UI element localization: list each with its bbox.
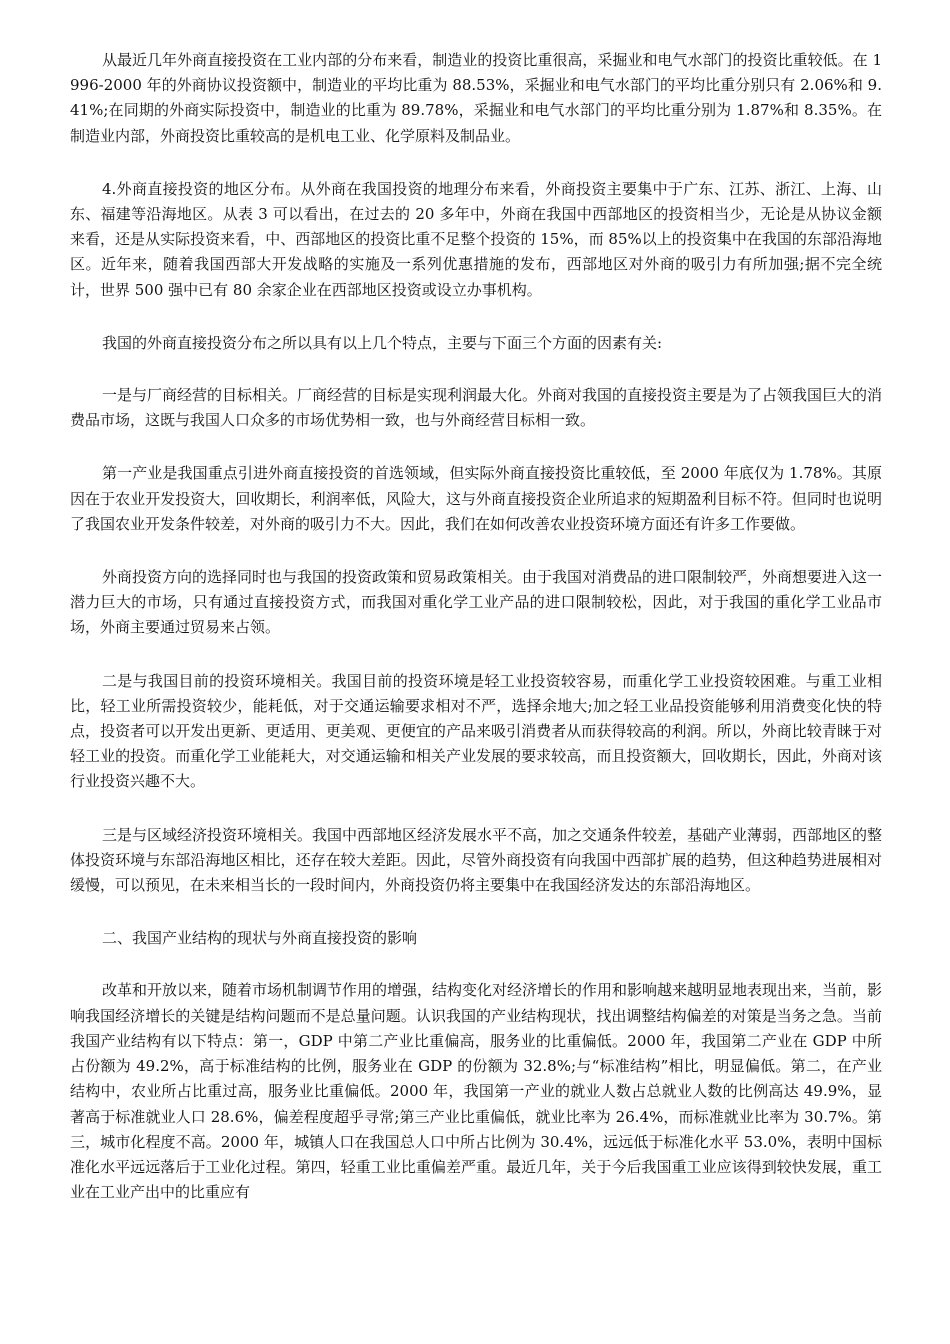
paragraph-primary-industry: 第一产业是我国重点引进外商直接投资的首选领域，但实际外商直接投资比重较低，至 2000 年底仅为 1.78%。其原因在于农业开发投资大，回收期长，利润率低，风险大，这与外商直接投资企业所追求的短期盈利目标不符。但同时也说明了我国农业开发条件较差，对外商的吸引力不大。因此，我们在如何改善农业投资环境方面还有许多工作要做。 [70,464,882,533]
paragraph-industrial-structure: 改革和开放以来，随着市场机制调节作用的增强，结构变化对经济增长的作用和影响越来越明显地表现出来，当前，影响我国经济增长的关键是结构问题而不是总量问题。认识我国的产业结构现状，找出调整结构偏差的对策是当务之急。当前我国产业结构有以下特点：第一，GDP 中第二产业比重偏高，服务业的比重偏低。2000 年，我国第二产业在 GDP 中所占份额为 49.2%，高于标准结构的比例，服务业在 GDP 的份额为 32.8%;与“标准结构”相比，明显偏低。第二，在产业结构中，农业所占比重过高，服务业比重偏低。2000 年，我国第一产业的就业人数占总就业人数的比例高达 49.9%，显著高于标准就业人口 28.6%，偏差程度超乎寻常;第三产业比重偏低，就业比率为 26.4%，而标准就业比率为 30.7%。第三，城市化程度不高。2000 年，城镇人口在我国总人口中所占比例为 30.4%，远远低于标准化水平 53.0%，表明中国标准化水平远远落后于工业化过程。第四，轻重工业比重偏差严重。最近几年，关于今后我国重工业应该得到较快发展，重工业在工业产出中的比重应有 [70,981,883,1202]
section-heading: 二、我国产业结构的现状与外商直接投资的影响 [102,929,418,948]
paragraph-manufacturing-share: 从最近几年外商直接投资在工业内部的分布来看，制造业的投资比重很高，采掘业和电气水部门的投资比重较低。在 1996-2000 年的外商协议投资额中，制造业的平均比重为 88.53%，采掘业和电气水部门的平均比重分别只有 2.06%和 9.41%;在同期的外商实际投资中，制造业的比重为 89.78%，采掘业和电气水部门的平均比重分别为 1.87%和 8.35%。在制造业内部，外商投资比重较高的是机电工业、化学原料及制品业。 [70,51,882,145]
document-page [70,48,882,1233]
paragraph-factors-intro: 我国的外商直接投资分布之所以具有以上几个特点，主要与下面三个方面的因素有关: [102,333,663,352]
paragraph-investment-policy: 外商投资方向的选择同时也与我国的投资政策和贸易政策相关。由于我国对消费品的进口限制较严，外商想要进入这一潜力巨大的市场，只有通过直接投资方式，而我国对重化学工业产品的进口限制较松，因此，对于我国的重化学工业品市场，外商主要通过贸易来占领。 [70,568,883,637]
paragraph-factor-two: 二是与我国目前的投资环境相关。我国目前的投资环境是轻工业投资较容易，而重化学工业投资较困难。与重工业相比，轻工业所需投资较少，能耗低，对于交通运输要求相对不严，选择余地大;加之轻工业品投资能够利用消费变化快的特点，投资者可以开发出更新、更适用、更美观、更便宜的产品来吸引消费者从而获得较高的利润。所以，外商比较青睐于对轻工业的投资。而重化学工业能耗大，对交通运输和相关产业发展的要求较高，而且投资额大，回收期长，因此，外商对该行业投资兴趣不大。 [70,671,882,791]
paragraph-factor-one: 一是与厂商经营的目标相关。厂商经营的目标是实现利润最大化。外商对我国的直接投资主要是为了占领我国巨大的消费品市场，这既与我国人口众多的市场优势相一致，也与外商经营目标相一致。 [70,386,883,430]
paragraph-regional-distribution: 4.外商直接投资的地区分布。从外商在我国投资的地理分布来看，外商投资主要集中于广东、江苏、浙江、上海、山东、福建等沿海地区。从表 3 可以看出，在过去的 20 多年中，外商在我国中西部地区的投资相当少，无论是从协议金额来看，还是从实际投资来看，中、西部地区的投资比重不足整个投资的 15%，而 85%以上的投资集中在我国的东部沿海地区。近年来，随着我国西部大开发战略的实施及一系列优惠措施的发布，西部地区对外商的吸引力有所加强;据不完全统计，世界 500 强中已有 80 余家企业在西部地区投资或设立办事机构。 [70,179,882,299]
paragraph-factor-three: 三是与区域经济投资环境相关。我国中西部地区经济发展水平不高，加之交通条件较差，基础产业薄弱，西部地区的整体投资环境与东部沿海地区相比，还存在较大差距。因此，尽管外商投资有向我国中西部扩展的趋势，但这种趋势进展相对缓慢，可以预见，在未来相当长的一段时间内，外商投资仍将主要集中在我国经济发达的东部沿海地区。 [70,825,883,895]
